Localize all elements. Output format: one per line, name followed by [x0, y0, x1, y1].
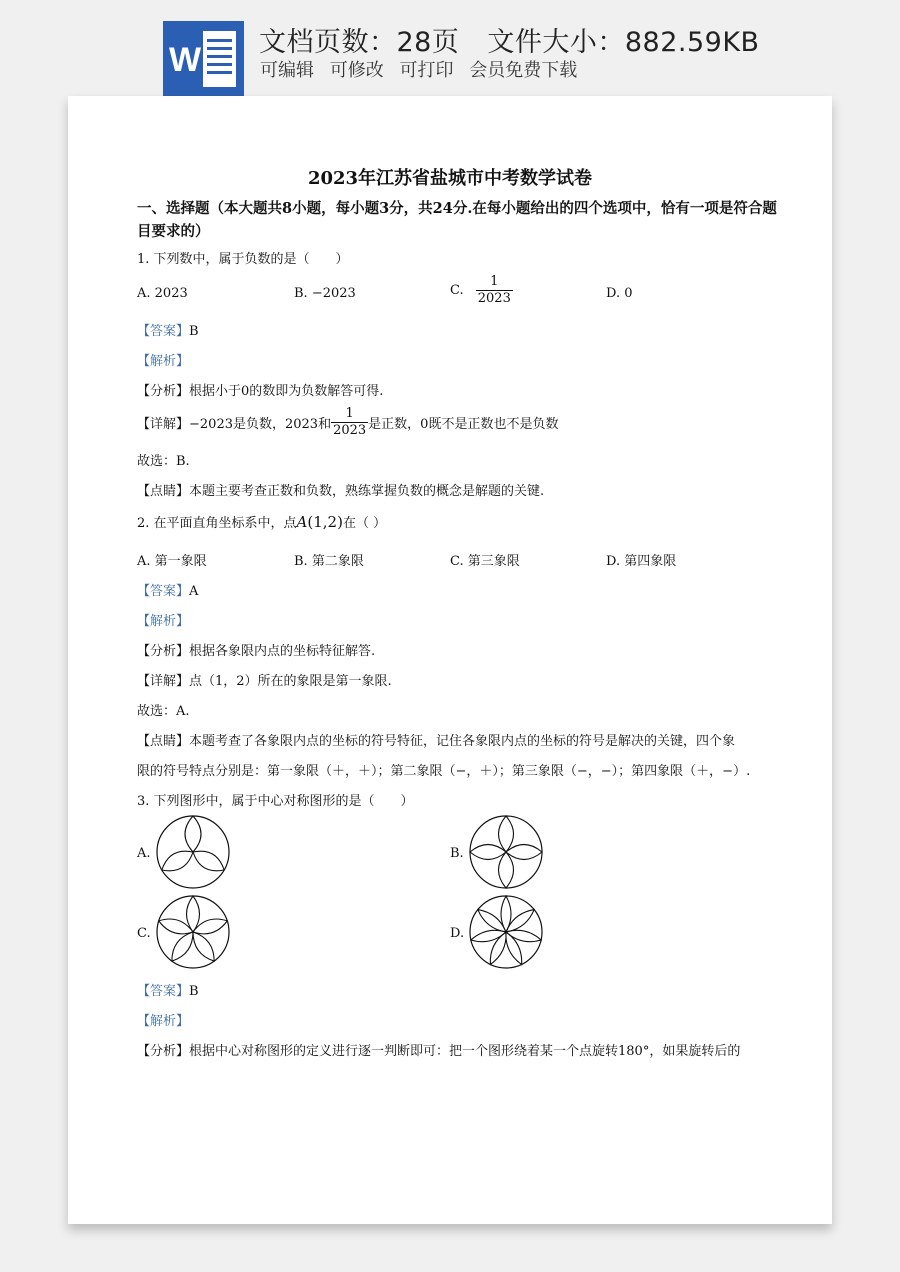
q2-answer: 【答案】A [137, 584, 199, 599]
q3-figure-c [155, 894, 231, 970]
q3-analysis: 【解析】 [137, 1014, 190, 1029]
q1-option-c-label: C. [450, 283, 464, 298]
document-page [68, 96, 832, 1224]
q1-option-d: D. 0 [606, 286, 633, 301]
q2-option-b: B. 第二象限 [294, 554, 364, 569]
q1-xiangjie-fraction: $\frac{1}{2023}$ [333, 406, 367, 438]
word-document-icon [163, 21, 244, 97]
q2-xiangjie: 【详解】点（1，2）所在的象限是第一象限. [137, 674, 392, 689]
q2-option-d: D. 第四象限 [606, 554, 677, 569]
q2-dianjing-line1: 【点睛】本题考查了各象限内点的坐标的符号特征，记住各象限内点的坐标的符号是解决的关键，四个象 [137, 734, 736, 749]
q2-analysis: 【解析】 [137, 614, 190, 629]
q1-answer: 【答案】B [137, 324, 199, 339]
page-count: 文档页数：28页 [259, 27, 460, 58]
q3-option-d-label: D. [450, 926, 465, 941]
q1-xiangjie: 【详解】−2023是负数，2023和 $\frac{1}{2023}$ 是正数，0既不是正数也不是负数 [137, 406, 559, 438]
q1-option-c-fraction: $\frac{1}{2023}$ [477, 274, 511, 306]
feature-editable: 可编辑 [260, 60, 314, 81]
q1-option-a: A. 2023 [137, 286, 188, 301]
download-header [0, 0, 900, 100]
q3-option-c-label: C. [137, 926, 151, 941]
q1-option-b: B. −2023 [294, 286, 356, 301]
file-info [259, 20, 760, 59]
section-heading: 一、选择题（本大题共8小题，每小题3分，共24分.在每小题给出的四个选项中，恰有一项是符合题目要求的） [137, 200, 777, 240]
q3-answer: 【答案】B [137, 984, 199, 999]
file-size: 文件大小：882.59KB [487, 27, 760, 58]
q2-dianjing-line2: 限的符号特点分别是：第一象限（＋，＋）；第二象限（−，＋）；第三象限（−，−）；第四象限（＋，−）. [137, 764, 751, 779]
q3-option-a-label: A. [137, 846, 151, 861]
q2-option-a: A. 第一象限 [137, 554, 207, 569]
q3-figure-b [468, 814, 544, 890]
q1-stem: 1. 下列数中，属于负数的是（ ） [137, 252, 349, 267]
q3-fenxi: 【分析】根据中心对称图形的定义进行逐一判断即可：把一个图形绕着某一个点旋转180°，如果旋转后的 [137, 1044, 741, 1059]
q1-fenxi: 【分析】根据小于0的数即为负数解答可得. [137, 384, 384, 399]
q3-stem: 3. 下列图形中，属于中心对称图形的是（ ） [137, 794, 414, 809]
q2-conclusion: 故选：A. [137, 704, 190, 719]
svg-text:W: W [168, 41, 202, 79]
feature-printable: 可打印 [399, 60, 454, 81]
feature-list [260, 56, 587, 82]
q2-stem: 2. 在平面直角坐标系中，点A(1,2)在（ ） [137, 513, 387, 531]
q3-figure-d [468, 894, 544, 970]
feature-member-download: 会员免费下载 [469, 60, 578, 81]
document-title: 2023年江苏省盐城市中考数学试卷 [307, 168, 593, 189]
q1-conclusion: 故选：B. [137, 454, 190, 469]
q3-figure-a [155, 814, 231, 890]
q2-fenxi: 【分析】根据各象限内点的坐标特征解答. [137, 644, 376, 659]
q1-analysis: 【解析】 [137, 354, 190, 369]
feature-modifiable: 可修改 [329, 60, 384, 81]
q1-option-c [450, 274, 513, 307]
q3-option-b-label: B. [450, 846, 464, 861]
q2-option-c: C. 第三象限 [450, 554, 520, 569]
q1-dianjing: 【点睛】本题主要考查正数和负数，熟练掌握负数的概念是解题的关键. [137, 484, 545, 499]
